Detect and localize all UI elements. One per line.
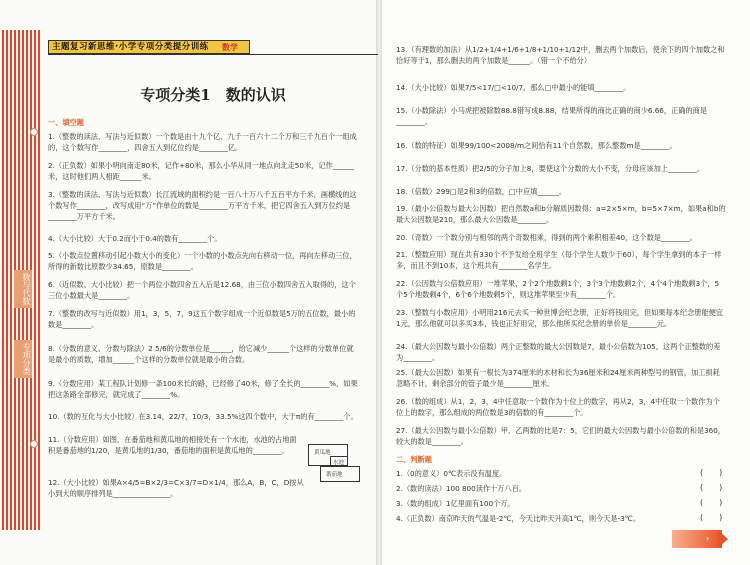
question-item: 4.（大小比较）大于0.2而小于0.4的数有________个。 [48,234,222,243]
question-item: 6.（近似数、大小比较）把一个两位小数四舍五入后是12.68，由三位小数四舍五入取得的，这个三位小数最大是________。 [48,280,356,300]
question-item: 18.（倍数）299□是2和3的倍数，□中应填______。 [396,187,567,196]
header-banner-text: 主题复习新思维·小学专项分类提分训练 [52,42,209,52]
question-item: 8.（分数的意义、分数与除法）2 5/6的分数单位是______，给它减少______个这样的分数单位就是最小的质数，增加______个这样的分数单位就是最小的合数。 [48,344,354,364]
side-tab: 专项分类 [14,340,32,378]
answer-parens[interactable]: ( ) [700,483,723,492]
question-item: 19.（最小公倍数与最大公因数）把自然数a和b分解质因数得：a=2×5×m，b=5×7×m，如果a和b的最大公因数是210，那么最大公因数是________。 [396,204,726,224]
question-item: 15.（小数除法）小马虎把被除数88.8错写成8.88，结果所得的商比正确的商少6.66，正确的商是________。 [396,106,708,126]
judge-item: 1.（0的意义）0℃表示没有温度。 [396,469,507,478]
pool-label: 水池 [333,460,345,466]
page-corner-arrow [672,530,722,548]
question-item: 14.（大小比较）如果7/5<17/□<10/7，那么□中最小的能填________。 [396,83,631,92]
question-item: 27.（最大公因数与最小公倍数）甲、乙两数的比是7：5，它们的最大公因数与最小公倍数的和是360，较大的数是________。 [396,426,725,446]
header-rule [48,54,378,55]
question-item: 17.（分数的基本性质）把2/5的分子加上8，要使这个分数的大小不变，分母应该加上________。 [396,164,704,173]
answer-parens[interactable]: ( ) [700,513,723,522]
question-item: 7.（整数的改写与近似数）用1，3，5，7，9这五个数字组成一个近似数是5万的五位数，最小的数是________。 [48,309,356,329]
header-banner [48,40,250,54]
question-item: 5.（小数点位置移动引起小数大小的变化）一个小数的小数点先向右移动一位，再向左移动三位，所得的新数比原数少34.65，原数是________。 [48,251,357,271]
question-item: 9.（分数应用）某工程队计划修一条100米长的路，已经修了40米，修了全长的________%，如果把这条路全部修完，就完成了________%。 [48,379,358,399]
question-item: 10.（数的互化与大小比较）在3.14，22/7，10/3，33.5%这四个数中，大于π的有________个。 [48,412,358,421]
tomato-label: 番茄地 [326,472,343,478]
question-item: 12.（大小比较）如果A×4/5=B×2/3=C×3/7=D×1/4，那么A，B，C，D按从小到大的顺序排列是________________。 [48,478,304,498]
question-item: 24.（最大公因数与最小公倍数）两个正整数的最大公因数是7，最小公倍数为105，这两个正整数的差为________。 [396,342,721,362]
judge-item: 2.（数的读法）100 800读作十万八百。 [396,484,527,493]
answer-parens[interactable]: ( ) [700,498,723,507]
question-item: 11.（分数应用）如图，在番茄地和黄瓜地的相接处有一个水池，水池的占地面积是番茄地的1/20，是黄瓜地的1/30，番茄地的面积是黄瓜地的________。 [48,435,297,455]
arrow-tip-icon [718,530,728,548]
question-item: 25.（最大公因数）如果有一根长为374厘米的木材和长为36厘米和24厘米两种型号的钢管，加工损耗忽略不计，剩余部分的管子最少是________厘米。 [396,368,720,388]
question-item: 23.（整数与小数应用）小明用216元去买一种世博会纪念册，正好将钱用完，但如果每本纪念册能便宜1元，那么他就可以多买3本，钱也正好用完，那么他所买纪念册的单价是________元。 [396,308,724,328]
subject-label: 数学 [222,43,238,52]
judge-item: 3.（数的组成）1亿里面有100个万。 [396,499,515,508]
page-title: 专项分类1 数的认识 [140,86,286,104]
binding-hole [30,128,38,136]
question-item: 21.（整数应用）现在共有330个不予发给全班学生（每个学生人数少于60），每个学生拿到的本子一样多，而且不到10本，这个班共有________名学生。 [396,250,722,270]
answer-parens[interactable]: ( ) [700,468,723,477]
question-item: 3.（整数的读法、写法与近似数）长江流域的面积约是一百八十万八千五百平方千米，画横线的这个数写作________，改写成用“万”作单位的数是________万平方千米，把它四舍五入到万位约是________万平方千米。 [48,190,357,221]
question-item: 1.（整数的读法、写法与近似数）一个数是由十九个亿、九千一百六十二个万和三千九百个一组成的，这个数写作________，四舍五入到亿位约是________亿。 [48,132,357,152]
binding-hole [30,440,38,448]
section-judge-heading: 二、判断题 [396,455,432,464]
question-item: 20.（奇数）一个数分别与相邻的两个奇数相乘，得到的两个乘积相差40，这个数是________。 [396,233,697,242]
side-tab: 数与代数 [14,270,32,308]
question-item: 2.（正负数）如果小明向南走80米，记作+80米，那么小华从同一地点向北走50米，记作______米，这时他们两人相距______米。 [48,161,355,181]
question-item: 22.（公因数与公倍数应用）一堆苹果，2个2个地数剩1个，3个3个地数剩2个，4个4个地数剩3个，5个5个地数剩4个，6个6个地数剩5个，则这堆苹果至少有________个。 [396,279,720,299]
judge-item: 4.（正负数）南京昨天的气温是-2℃，今天比昨天升高1℃，则今天是-3℃。 [396,514,641,523]
cucumber-label: 黄瓜地 [314,450,331,456]
question-item: 16.（数的特征）如果99/100<2008/m之间恰有11个自然数，那么整数m是________。 [396,141,677,150]
next-page-icon[interactable]: › [706,534,710,543]
question-item: 26.（数的组成）从1，2，3，4中任意取一个数作为十位上的数字，再从2，3，4中任取一个数作为个位上的数字，那么组成的两位数是3的倍数的有________个。 [396,397,720,417]
question-item: 13.（有理数的加法）从1/2+1/4+1/6+1/8+1/10+1/12中，删去两个加数后，使余下的四个加数之和恰好等于1，那么删去的两个加数是______。（错一个不给分） [396,45,725,65]
section-fill-heading: 一、填空题 [48,118,84,127]
